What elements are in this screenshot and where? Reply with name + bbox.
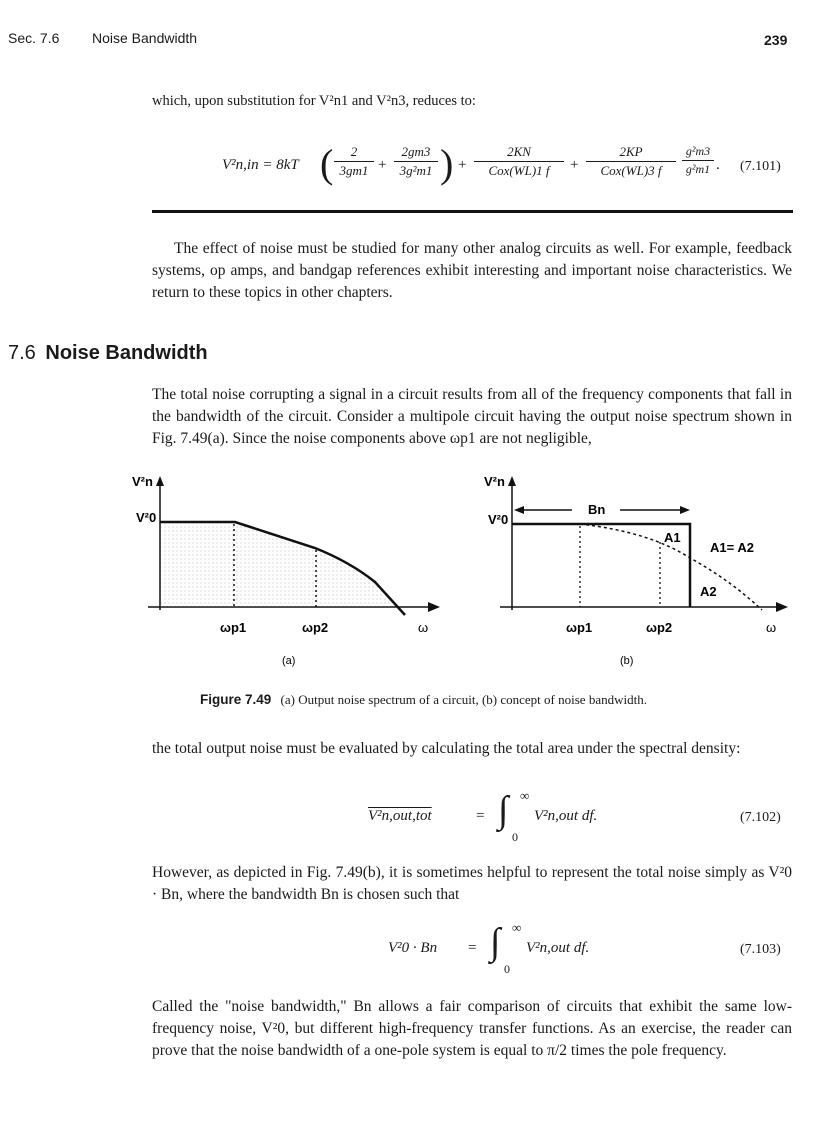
eq101-term2-den: 3g²m1 [399, 163, 433, 178]
paragraph-1: The effect of noise must be studied for many other analog circuits as well. For example, feedback systems, op amps, and bandgap references exhibit interesting and important noise characteristics. We return to these topics in other chapters. [152, 240, 792, 301]
section-number: 7.6 [8, 342, 36, 364]
eq101-term2-num: 2gm3 [401, 144, 431, 159]
eq101-term3-den: Cox(WL)1 f [488, 163, 550, 178]
figure-caption-text: (a) Output noise spectrum of a circuit, (b) concept of noise bandwidth. [280, 692, 647, 707]
eq101-term3-num: 2KN [507, 144, 531, 159]
panel-a-level-label: V²0 [136, 510, 157, 525]
panel-b-a2-label: A2 [700, 584, 717, 599]
eq103-integrand: V²n,out df. [526, 940, 590, 956]
panel-b-equality-label: A1= A2 [710, 540, 754, 555]
paragraph-2: The total noise corrupting a signal in a circuit results from all of the frequency components that fall in the bandwidth of the circuit. Consider a multipole circuit having the output noise spectrum shown in Fig. 7.49(a). Since the noise components above ωp1 are not negligible, [152, 386, 792, 447]
eq101-term3 [474, 144, 564, 179]
panel-b-bn-label: Bn [588, 502, 606, 517]
panel-a-wp2-label: ωp2 [302, 620, 329, 635]
equation-7-103 [152, 918, 792, 978]
panel-b-y-arrow [508, 476, 516, 486]
panel-b-x-arrow [776, 602, 788, 612]
paragraph-4: However, as depicted in Fig. 7.49(b), it is sometimes helpful to represent the total noise simply as V²0 · Bn, where the bandwidth Bn is chosen such that [152, 864, 792, 903]
paragraph-5: Called the "noise bandwidth," Bn allows a fair comparison of circuits that exhibit the same low-frequency noise, V²0, but different high-frequency transfer functions. As an exercise, the reader can prove that the noise bandwidth of a one-pole system is equal to π/2 times the pole frequency. [152, 998, 792, 1059]
eq101-lhs: V²n,in = 8kT [222, 157, 299, 173]
eq102-number: (7.102) [740, 810, 781, 825]
eq101-term1-num: 2 [350, 144, 358, 159]
panel-b-y-label: V²n [484, 474, 505, 489]
eq103-lower-limit: 0 [504, 962, 510, 976]
panel-b-wp1-label: ωp1 [566, 620, 593, 635]
page-number: 239 [764, 32, 788, 48]
panel-a-y-label: V²n [132, 474, 153, 489]
eq101-paren-close: ) [440, 141, 454, 186]
eq103-upper-limit: ∞ [512, 920, 522, 935]
panel-b-level-label: V²0 [488, 512, 509, 527]
eq101-term1 [334, 144, 374, 179]
divider-rule [152, 210, 793, 213]
panel-b-bn-arrow-right [680, 506, 690, 514]
eq102-upper-limit: ∞ [520, 788, 530, 803]
panel-a-x-arrow [428, 602, 440, 612]
eq102-equals: = [476, 808, 485, 824]
figure-caption-label: Figure 7.49 [200, 692, 272, 707]
eq102-lhs: V²n,out,tot [368, 808, 432, 824]
section-heading [8, 342, 208, 365]
eq101-term1-den: 3gm1 [339, 163, 369, 178]
figure-caption [200, 692, 800, 708]
eq103-lhs: V²0 · Bn [388, 940, 438, 956]
eq102-integral-sign: ∫ [498, 789, 509, 831]
eq103-number: (7.103) [740, 942, 781, 957]
equation-7-102 [152, 786, 792, 846]
section-title: Noise Bandwidth [45, 342, 208, 364]
equation-7-101: V²n,in = 8kT ( 2 3gm1 + 2gm3 3g²m1 ) + 2KN Cox(WL)1 f + 2KP Cox(WL)3 f g²m3 g²m1 . (7.101) [222, 141, 781, 186]
eq103-equals: = [468, 940, 477, 956]
eq101-term4-num: 2KP [619, 144, 643, 159]
eq102-lower-limit: 0 [512, 830, 518, 844]
header-title: Noise Bandwidth [92, 30, 198, 46]
eq101-ratio-num: g²m3 [685, 144, 711, 158]
panel-a-y-arrow [156, 476, 164, 486]
eq101-term2 [394, 144, 438, 179]
eq101-term4-den: Cox(WL)3 f [600, 163, 662, 178]
eq102-integrand: V²n,out df. [534, 808, 598, 824]
paragraph-3: the total output noise must be evaluated by calculating the total area under the spectral density: [152, 740, 741, 757]
panel-a-caption: (a) [282, 655, 296, 667]
eq101-ratio-den: g²m1 [685, 162, 711, 176]
panel-a-wp1-label: ωp1 [220, 620, 247, 635]
eq101-number: (7.101) [740, 159, 781, 174]
panel-a [132, 474, 440, 667]
panel-b-a1-label: A1 [664, 530, 681, 545]
intro-line: which, upon substitution for V²n1 and V²n3, reduces to: [152, 93, 476, 109]
panel-b-x-label: ω [766, 620, 777, 635]
eq101-paren-open: ( [320, 141, 334, 186]
header-section: Sec. 7.6 [8, 30, 60, 46]
panel-a-x-label: ω [418, 620, 429, 635]
panel-b-caption: (b) [620, 655, 634, 667]
eq101-term4-ratio [682, 144, 714, 177]
figure-7-49 [0, 470, 816, 670]
eq103-integral-sign: ∫ [490, 921, 501, 963]
panel-b [484, 474, 788, 667]
running-header [8, 30, 808, 54]
eq101-term4 [586, 144, 676, 179]
panel-b-wp2-label: ωp2 [646, 620, 673, 635]
panel-b-bn-arrow-left [514, 506, 524, 514]
